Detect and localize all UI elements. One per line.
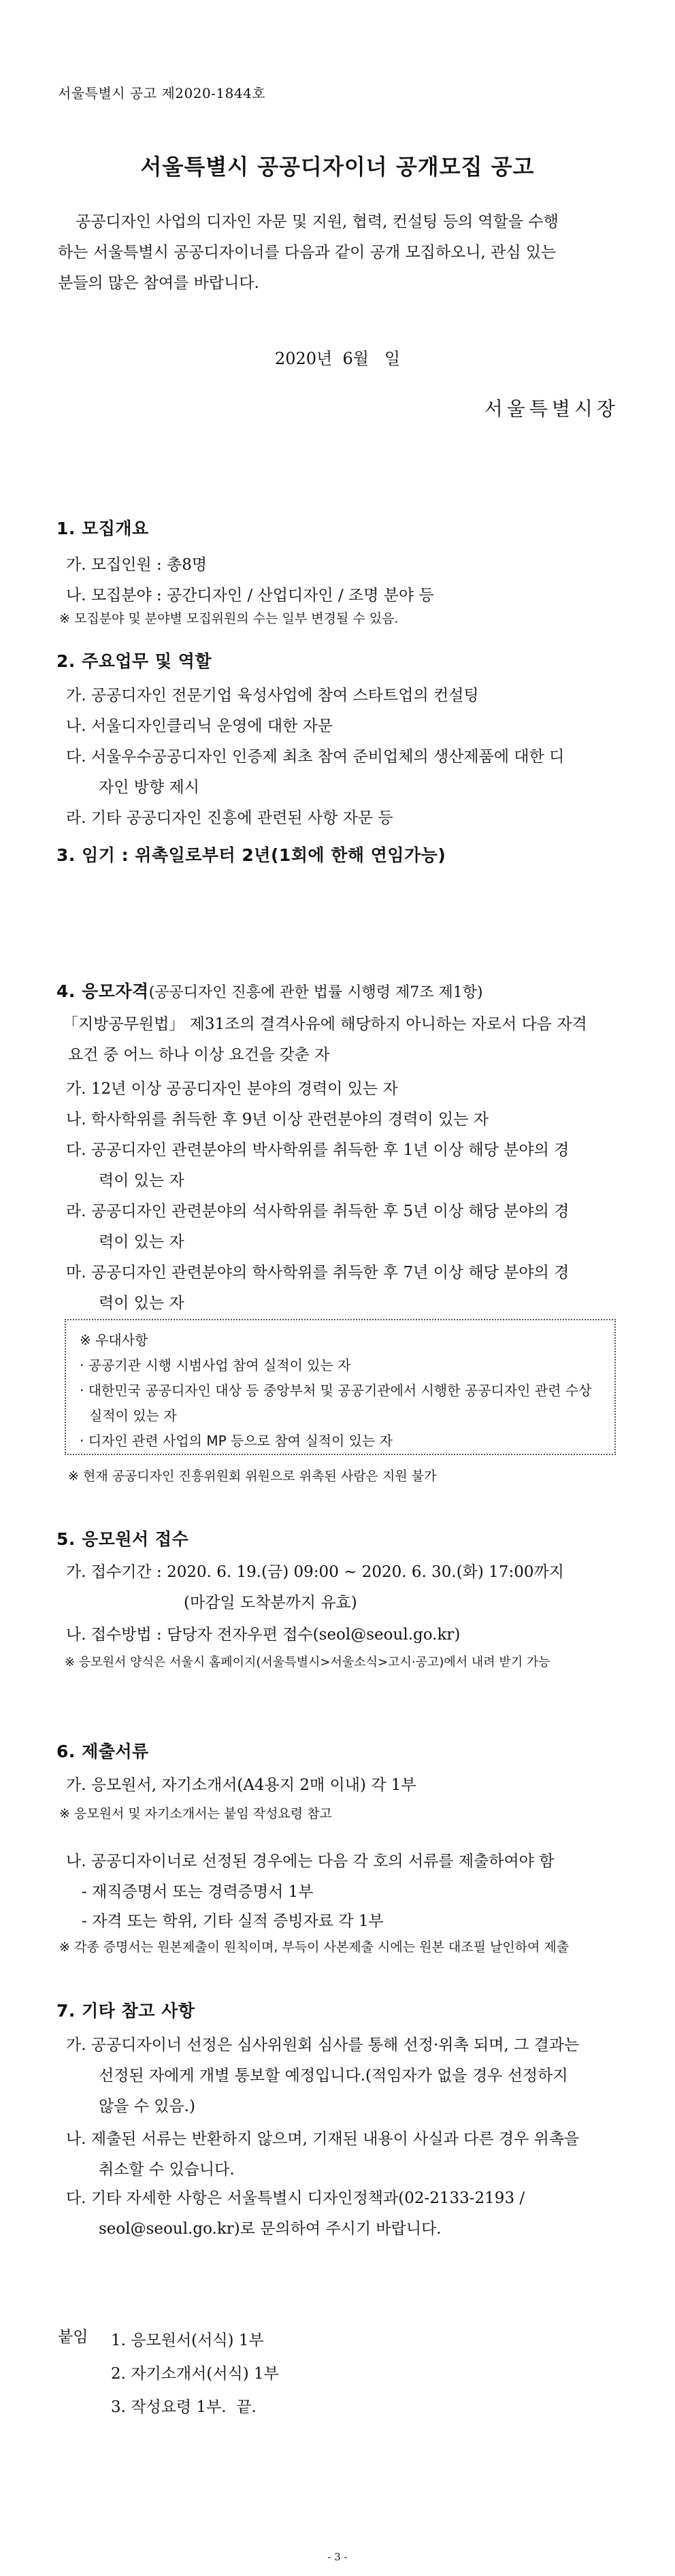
section-1-item-ga: 가. 모집인원 : 총8명 <box>66 556 208 574</box>
section-7-item-da <box>66 2183 627 2245</box>
section-6-dash-item: - 재직증명서 또는 경력증명서 1부 <box>82 1883 314 1901</box>
section-2-item-na: 나. 서울디자인클리닉 운영에 대한 자문 <box>66 717 333 735</box>
section-2-item-ra: 라. 기타 공공디자인 진흥에 관련된 사항 자문 등 <box>66 809 393 827</box>
section-4-item-ra: 라. 공공디자인 관련분야의 석사학위를 취득한 후 5년 이상 해당 분야의 경 <box>66 1203 570 1220</box>
intro-line: 공공디자인 사업의 디자인 자문 및 지원, 협력, 컨설팅 등의 역할을 수행 <box>76 213 559 231</box>
section-7-item-ga-line: 선정된 자에게 개별 통보할 예정입니다.(적임자가 없을 경우 선정하지 <box>99 2067 568 2085</box>
section-1-note: ※ 모집분야 및 분야별 모집위원의 수는 일부 변경될 수 있음. <box>59 611 399 626</box>
attachment-item: 3. 작성요령 1부. 끝. <box>111 2398 257 2416</box>
notice-number: 서울특별시 공고 제2020-1844호 <box>58 85 266 101</box>
section-4-item-ga: 가. 12년 이상 공공디자인 분야의 경력이 있는 자 <box>66 1080 398 1098</box>
preference-box <box>65 1319 616 1455</box>
document-title: 서울특별시 공공디자이너 공개모집 공고 <box>140 154 535 180</box>
section-4-heading <box>56 978 483 1002</box>
section-4-note: ※ 현재 공공디자인 진흥위원회 위원으로 위촉된 사람은 지원 불가 <box>68 1469 437 1484</box>
section-2-item-ga: 가. 공공디자인 전문기업 육성사업에 참여 스타트업의 컨설팅 <box>66 687 479 704</box>
intro-paragraph <box>58 207 619 299</box>
preference-bullet: · 디자인 관련 사업의 MP 등으로 참여 실적이 있는 자 <box>80 1433 393 1449</box>
section-2-item-da-cont: 자인 방향 제시 <box>99 779 199 796</box>
section-4-intro <box>63 1009 623 1071</box>
section-5-item-na: 나. 접수방법 : 담당자 전자우편 접수(seol@seoul.go.kr) <box>66 1626 461 1644</box>
section-2-items <box>66 681 627 834</box>
section-6-item-ga: 가. 응모원서, 자기소개서(A4용지 2매 이내) 각 1부 <box>66 1776 416 1794</box>
section-4-intro-line: 「지방공무원법」 제31조의 결격사유에 해당하지 아니하는 자로서 다음 자격 <box>63 1015 587 1033</box>
section-4-heading-rest: (공공디자인 진흥에 관한 법률 시행령 제7조 제1항) <box>148 984 483 1001</box>
section-7-item-ga <box>66 2030 627 2122</box>
section-1-heading: 1. 모집개요 <box>56 519 149 538</box>
section-4-items <box>66 1074 627 1319</box>
section-7-item-na <box>66 2124 627 2185</box>
attachment-label: 붙임 <box>58 2328 88 2346</box>
preference-bullet-cont: 실적이 있는 자 <box>89 1407 177 1424</box>
section-6-note-2: ※ 각종 증명서는 원본제출이 원칙이며, 부득이 사본제출 시에는 원본 대조필 날인하여 제출 <box>59 1940 570 1955</box>
section-6-item-na: 나. 공공디자이너로 선정된 경우에는 다음 각 호의 서류를 제출하여야 함 <box>66 1853 555 1870</box>
attachment-item: 2. 자기소개서(서식) 1부 <box>111 2365 279 2383</box>
section-2-heading: 2. 주요업무 및 역할 <box>56 651 212 671</box>
section-4-item-da: 다. 공공디자인 관련분야의 박사학위를 취득한 후 1년 이상 해당 분야의 경 <box>66 1141 570 1159</box>
section-6-note-1: ※ 응모원서 및 자기소개서는 붙임 작성요령 참고 <box>59 1806 332 1821</box>
section-5-heading: 5. 응모원서 접수 <box>56 1529 189 1549</box>
section-1-item-na: 나. 모집분야 : 공간디자인 / 산업디자인 / 조명 분야 등 <box>66 587 434 604</box>
preference-box-title: ※ 우대사항 <box>80 1332 148 1348</box>
preference-bullet: · 공공기관 시행 시범사업 참여 실적이 있는 자 <box>80 1357 351 1373</box>
section-2-item-da: 다. 서울우수공공디자인 인증제 최초 참여 준비업체의 생산제품에 대한 디 <box>66 748 565 766</box>
signer-name: 서울특별시장 <box>484 397 619 420</box>
section-4-item-ma-cont: 력이 있는 자 <box>99 1294 184 1312</box>
section-4-item-na: 나. 학사학위를 취득한 후 9년 이상 관련분야의 경력이 있는 자 <box>66 1111 489 1128</box>
preference-bullet: · 대한민국 공공디자인 대상 등 중앙부처 및 공공기관에서 시행한 공공디자인 관련 수상 <box>80 1382 592 1399</box>
intro-line: 하는 서울특별시 공공디자이너를 다음과 같이 공개 모집하오니, 관심 있는 <box>58 244 557 261</box>
section-7-item-ga-line: 않을 수 있음.) <box>99 2098 195 2115</box>
section-4-item-ra-cont: 력이 있는 자 <box>99 1233 184 1251</box>
section-7-item-da-line: 다. 기타 자세한 사항은 서울특별시 디자인정책과(02-2133-2193 / <box>66 2189 525 2207</box>
section-7-item-na-line: 취소할 수 있습니다. <box>99 2161 235 2179</box>
section-3-heading: 3. 임기 : 위촉일로부터 2년(1회에 한해 연임가능) <box>56 845 446 865</box>
section-7-item-na-line: 나. 제출된 서류는 반환하지 않으며, 기재된 내용이 사실과 다른 경우 위촉을 <box>66 2130 580 2148</box>
section-7-item-da-line: seol@seoul.go.kr)로 문의하여 주시기 바랍니다. <box>99 2220 442 2238</box>
section-7-item-ga-line: 가. 공공디자이너 선정은 심사위원회 심사를 통해 선정·위촉 되며, 그 결과는 <box>66 2036 580 2054</box>
page-number: - 3 - <box>327 2551 348 2563</box>
section-4-heading-bold: 4. 응모자격 <box>56 981 149 1001</box>
section-4-item-da-cont: 력이 있는 자 <box>99 1172 184 1190</box>
attachments <box>58 2324 619 2424</box>
section-4-item-ma: 마. 공공디자인 관련분야의 학사학위를 취득한 후 7년 이상 해당 분야의 경 <box>66 1264 570 1282</box>
section-6-dash-item: - 자격 또는 학위, 기타 실적 증빙자료 각 1부 <box>82 1912 384 1930</box>
attachment-item: 1. 응모원서(서식) 1부 <box>111 2332 264 2349</box>
section-7-heading: 7. 기타 참고 사항 <box>56 2001 195 2021</box>
intro-line: 분들의 많은 참여를 바랍니다. <box>58 274 259 292</box>
section-5-item-ga-cont: (마감일 도착분까지 유효) <box>184 1594 357 1612</box>
section-4-intro-line: 요건 중 어느 하나 이상 요건을 갖춘 자 <box>68 1046 330 1064</box>
section-6-heading: 6. 제출서류 <box>56 1742 149 1761</box>
section-5-item-ga: 가. 접수기간 : 2020. 6. 19.(금) 09:00 ~ 2020. 6. 30.(화) 17:00까지 <box>66 1563 564 1581</box>
section-5-note: ※ 응모원서 양식은 서울시 홈페이지(서울특별시>서울소식>고시·공고)에서 내려 받기 가능 <box>65 1655 550 1669</box>
date-line: 2020년 6월 일 <box>274 349 401 368</box>
